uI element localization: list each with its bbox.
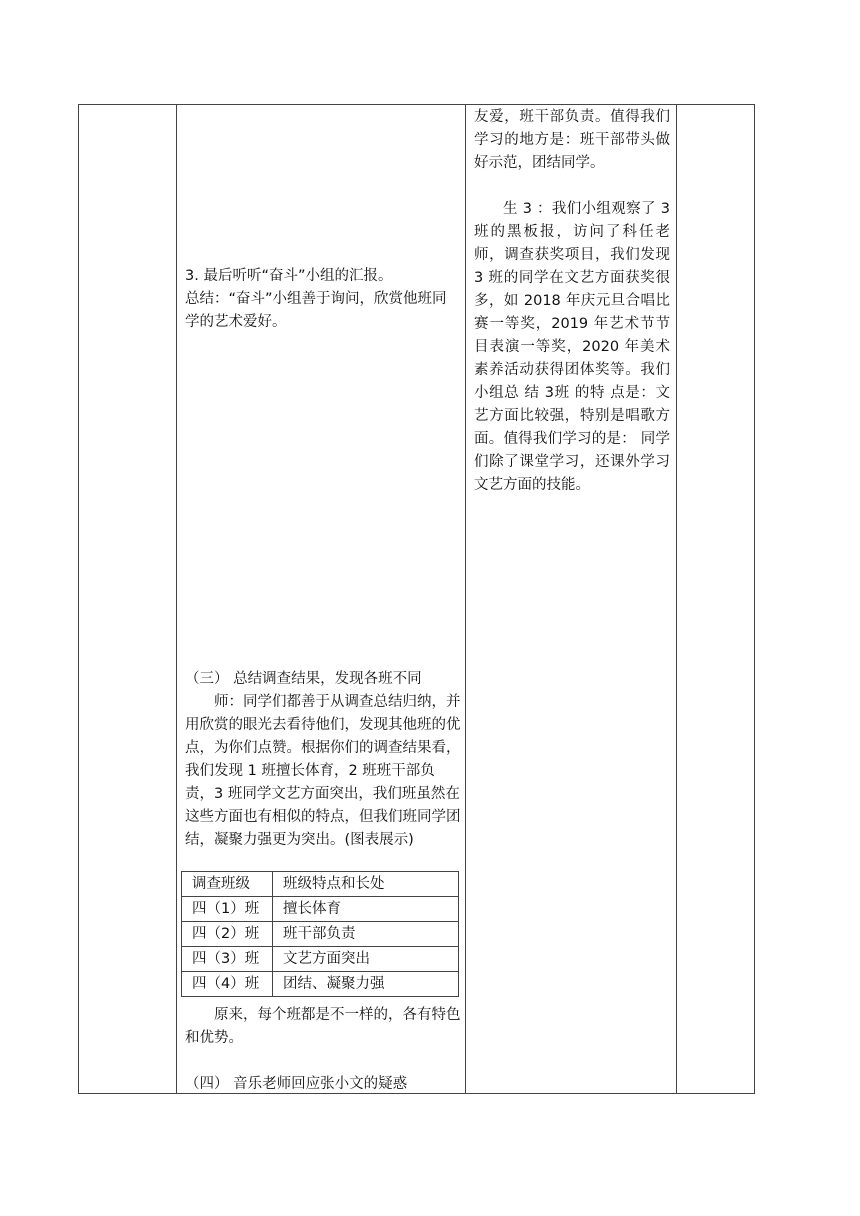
teacher-summary: 师：同学们都善于从调查总结归纳，并用欣赏的眼光去看待他们，发现其他班的优点，为你们点赞。根据你们的调查结果看，我们发现 1 班擅长体育，2 班班干部负责，3 班同学文艺方面突出，我们班虽然在这些方面也有相似的特点，但我们班同学团结，凝聚力强更为突出。(图表展示) bbox=[185, 694, 461, 848]
table-row bbox=[182, 947, 459, 972]
table-header-features: 班级特点和长处 bbox=[273, 872, 459, 897]
table-row bbox=[182, 922, 459, 947]
table-left-border bbox=[78, 104, 79, 1094]
step-3-heading: 3. 最后听听“奋斗”小组的汇报。 bbox=[185, 268, 393, 284]
middle-column-section-3 bbox=[185, 668, 461, 852]
student-report-continued: 友爱，班干部负责。值得我们学习的地方是：班干部带头做好示范，团结同学。 bbox=[474, 109, 670, 171]
table-cell-feature: 班干部负责 bbox=[273, 922, 459, 947]
column-divider-1 bbox=[176, 104, 177, 1094]
table-cell-feature: 团结、凝聚力强 bbox=[273, 972, 459, 997]
class-features-table bbox=[181, 871, 459, 997]
table-row bbox=[182, 972, 459, 997]
student-3-report: 生 3 ：我们小组观察了 3 班的黑板报，访问了科任老师，调查获奖项目，我们发现 3 班的同学在文艺方面获奖很多，如 2018 年庆元旦合唱比赛一等奖，2019 年艺术节节目表演一等奖，2020 年美术素养活动获得团体奖等。我们 小组总 结 3班 的特 点是：文艺方面比较强，特别是唱歌方面。值得我们学习的是： 同学们除了课堂学习，还课外学习文艺方面的技能。 bbox=[474, 201, 670, 493]
table-cell-class: 四（2）班 bbox=[182, 922, 273, 947]
table-header-row bbox=[182, 872, 459, 897]
table-cell-class: 四（4）班 bbox=[182, 972, 273, 997]
table-cell-feature: 文艺方面突出 bbox=[273, 947, 459, 972]
table-header-class: 调查班级 bbox=[182, 872, 273, 897]
middle-column-top bbox=[185, 265, 461, 334]
step-3-summary: 总结：“奋斗”小组善于询问，欣赏他班同学的艺术爱好。 bbox=[185, 291, 447, 330]
section-3-heading: （三） 总结调查结果，发现各班不同 bbox=[185, 671, 422, 687]
table-row bbox=[182, 897, 459, 922]
column-divider-2 bbox=[465, 104, 466, 1094]
table-cell-feature: 擅长体育 bbox=[273, 897, 459, 922]
middle-column-bottom bbox=[185, 1004, 461, 1096]
conclusion-text: 原来，每个班都是不一样的，各有特色和优势。 bbox=[185, 1007, 461, 1046]
table-cell-class: 四（1）班 bbox=[182, 897, 273, 922]
table-top-border bbox=[78, 104, 754, 105]
right-column bbox=[474, 106, 670, 497]
section-4-heading: （四） 音乐老师回应张小文的疑惑 bbox=[185, 1076, 408, 1092]
column-divider-3 bbox=[676, 104, 677, 1094]
table-cell-class: 四（3）班 bbox=[182, 947, 273, 972]
table-right-border bbox=[754, 104, 755, 1094]
